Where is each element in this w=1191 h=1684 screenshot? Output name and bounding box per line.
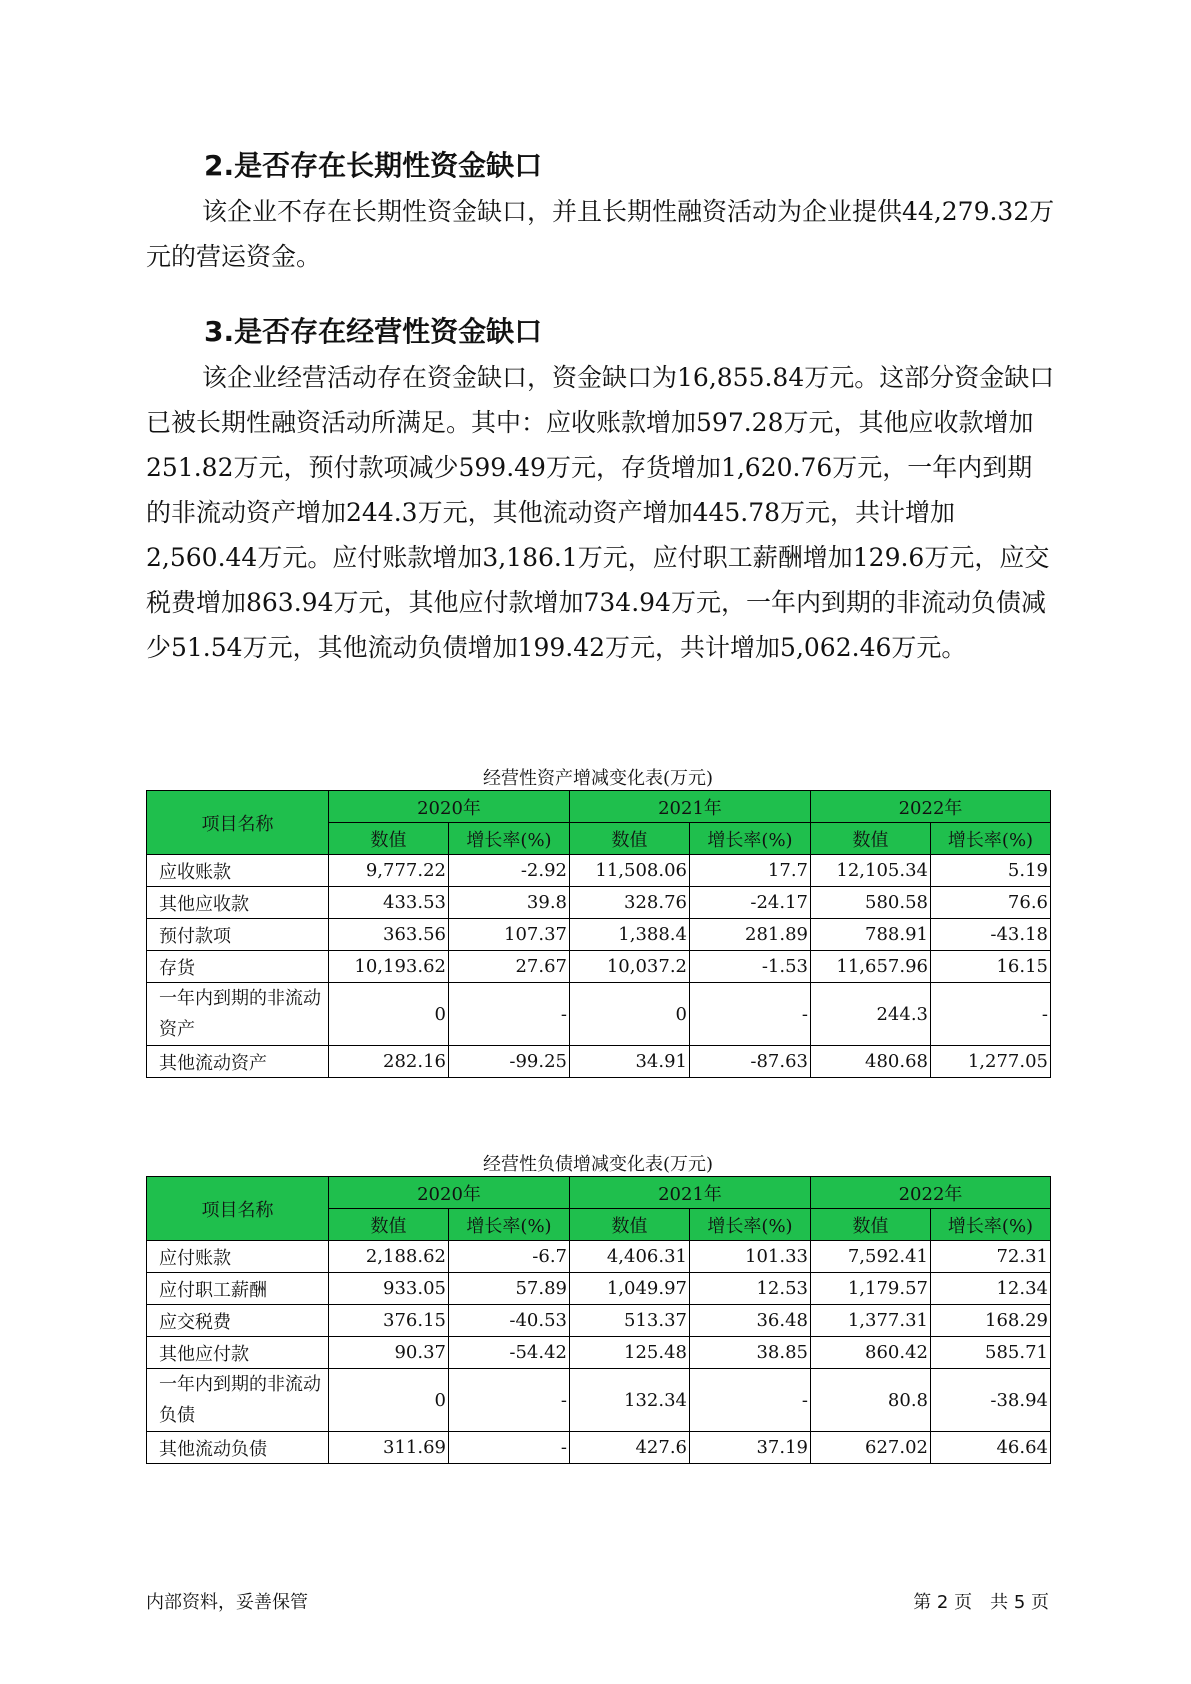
row-growth-cell: 37.19 <box>690 1432 811 1464</box>
row-value-cell: 860.42 <box>811 1337 931 1369</box>
liability-table <box>146 1176 1051 1464</box>
row-growth-cell: -2.92 <box>449 855 570 887</box>
row-growth-cell: - <box>449 1432 570 1464</box>
header-year-2022: 2022年 <box>811 1177 1051 1209</box>
row-value-cell: 11,508.06 <box>570 855 690 887</box>
header-item-name: 项目名称 <box>147 791 329 855</box>
row-value-cell: 9,777.22 <box>329 855 449 887</box>
asset-table-caption: 经营性资产增减变化表(万元) <box>482 768 714 789</box>
header-year-2022: 2022年 <box>811 791 1051 823</box>
row-growth-cell: 168.29 <box>931 1305 1051 1337</box>
row-growth-cell: -1.53 <box>690 951 811 983</box>
row-growth-cell: - <box>449 983 570 1046</box>
header-year-2021: 2021年 <box>570 791 811 823</box>
header-value: 数值 <box>570 1209 690 1241</box>
row-value-cell: 788.91 <box>811 919 931 951</box>
header-growth: 增长率(%) <box>449 1209 570 1241</box>
row-value-cell: 132.34 <box>570 1369 690 1432</box>
row-growth-cell: 27.67 <box>449 951 570 983</box>
row-value-cell: 90.37 <box>329 1337 449 1369</box>
row-value-cell: 328.76 <box>570 887 690 919</box>
row-growth-cell: -43.18 <box>931 919 1051 951</box>
table-row <box>147 855 1051 887</box>
row-value-cell: 376.15 <box>329 1305 449 1337</box>
row-growth-cell: 17.7 <box>690 855 811 887</box>
row-growth-cell: 38.85 <box>690 1337 811 1369</box>
table-row <box>147 1305 1051 1337</box>
row-growth-cell: 76.6 <box>931 887 1051 919</box>
row-value-cell: 580.58 <box>811 887 931 919</box>
row-growth-cell: 281.89 <box>690 919 811 951</box>
row-growth-cell: 12.53 <box>690 1273 811 1305</box>
row-item-name: 其他流动负债 <box>147 1432 329 1464</box>
row-value-cell: 7,592.41 <box>811 1241 931 1273</box>
row-value-cell: 627.02 <box>811 1432 931 1464</box>
section-3-paragraph: 该企业经营活动存在资金缺口，资金缺口为16,855.84万元。这部分资金缺口已被长期性融资活动所满足。其中：应收账款增加597.28万元，其他应收款增加251.82万元，预付款项减少599.49万元，存货增加1,620.76万元，一年内到期的非流动资产增加244.3万元，其他流动资产增加445.78万元，共计增加2,560.44万元。应付账款增加3,186.1万元，应付职工薪酬增加129.6万元，应交税费增加863.94万元，其他应付款增加734.94万元，一年内到期的非流动负债减少51.54万元，其他流动负债增加199.42万元，共计增加5,062.46万元。 <box>146 363 1055 662</box>
header-value: 数值 <box>329 823 449 855</box>
row-growth-cell: 1,277.05 <box>931 1046 1051 1078</box>
row-growth-cell: -54.42 <box>449 1337 570 1369</box>
row-value-cell: 0 <box>570 983 690 1046</box>
footer-confidential-note: 内部资料，妥善保管 <box>146 1592 308 1613</box>
header-value: 数值 <box>811 1209 931 1241</box>
row-growth-cell: -87.63 <box>690 1046 811 1078</box>
row-item-name: 应付账款 <box>147 1241 329 1273</box>
row-value-cell: 2,188.62 <box>329 1241 449 1273</box>
header-value: 数值 <box>570 823 690 855</box>
row-value-cell: 125.48 <box>570 1337 690 1369</box>
row-item-name: 一年内到期的非流动负债 <box>147 1369 329 1432</box>
table-row <box>147 983 1051 1046</box>
row-item-name: 应收账款 <box>147 855 329 887</box>
row-growth-cell: 72.31 <box>931 1241 1051 1273</box>
row-growth-cell: -24.17 <box>690 887 811 919</box>
row-growth-cell: 57.89 <box>449 1273 570 1305</box>
row-growth-cell: 39.8 <box>449 887 570 919</box>
row-value-cell: 10,037.2 <box>570 951 690 983</box>
row-value-cell: 311.69 <box>329 1432 449 1464</box>
header-growth: 增长率(%) <box>690 823 811 855</box>
row-item-name: 其他应付款 <box>147 1337 329 1369</box>
row-growth-cell: 101.33 <box>690 1241 811 1273</box>
table-row <box>147 1241 1051 1273</box>
table-row <box>147 1046 1051 1078</box>
table-row <box>147 1432 1051 1464</box>
row-growth-cell: 5.19 <box>931 855 1051 887</box>
row-item-name: 预付款项 <box>147 919 329 951</box>
row-value-cell: 1,377.31 <box>811 1305 931 1337</box>
table-row <box>147 1369 1051 1432</box>
row-growth-cell: 12.34 <box>931 1273 1051 1305</box>
row-item-name: 其他流动资产 <box>147 1046 329 1078</box>
row-value-cell: 244.3 <box>811 983 931 1046</box>
row-growth-cell: 46.64 <box>931 1432 1051 1464</box>
row-value-cell: 933.05 <box>329 1273 449 1305</box>
row-value-cell: 12,105.34 <box>811 855 931 887</box>
section-2-paragraph: 该企业不存在长期性资金缺口，并且长期性融资活动为企业提供44,279.32万元的营运资金。 <box>146 197 1055 271</box>
row-value-cell: 1,179.57 <box>811 1273 931 1305</box>
row-value-cell: 513.37 <box>570 1305 690 1337</box>
row-item-name: 一年内到期的非流动资产 <box>147 983 329 1046</box>
row-value-cell: 34.91 <box>570 1046 690 1078</box>
header-item-name: 项目名称 <box>147 1177 329 1241</box>
header-growth: 增长率(%) <box>449 823 570 855</box>
row-value-cell: 282.16 <box>329 1046 449 1078</box>
row-value-cell: 0 <box>329 983 449 1046</box>
row-growth-cell: -6.7 <box>449 1241 570 1273</box>
row-growth-cell: 107.37 <box>449 919 570 951</box>
row-value-cell: 433.53 <box>329 887 449 919</box>
row-value-cell: 0 <box>329 1369 449 1432</box>
table-row <box>147 1273 1051 1305</box>
row-item-name: 存货 <box>147 951 329 983</box>
row-value-cell: 1,049.97 <box>570 1273 690 1305</box>
table-row <box>147 887 1051 919</box>
table-row <box>147 919 1051 951</box>
footer-page-number: 第 2 页 共 5 页 <box>913 1592 1049 1613</box>
header-value: 数值 <box>811 823 931 855</box>
row-value-cell: 480.68 <box>811 1046 931 1078</box>
row-growth-cell: - <box>931 983 1051 1046</box>
row-growth-cell: - <box>690 983 811 1046</box>
row-growth-cell: - <box>449 1369 570 1432</box>
header-growth: 增长率(%) <box>931 823 1051 855</box>
row-growth-cell: -99.25 <box>449 1046 570 1078</box>
row-growth-cell: -38.94 <box>931 1369 1051 1432</box>
table-row <box>147 951 1051 983</box>
row-value-cell: 10,193.62 <box>329 951 449 983</box>
liability-table-caption: 经营性负债增减变化表(万元) <box>482 1154 714 1175</box>
row-growth-cell: - <box>690 1369 811 1432</box>
row-item-name: 应付职工薪酬 <box>147 1273 329 1305</box>
asset-table <box>146 790 1051 1078</box>
section-2-heading: 2.是否存在长期性资金缺口 <box>204 149 543 182</box>
row-value-cell: 427.6 <box>570 1432 690 1464</box>
row-value-cell: 4,406.31 <box>570 1241 690 1273</box>
section-3-heading: 3.是否存在经营性资金缺口 <box>204 315 543 348</box>
row-value-cell: 80.8 <box>811 1369 931 1432</box>
table-row <box>147 1337 1051 1369</box>
row-growth-cell: 36.48 <box>690 1305 811 1337</box>
header-year-2020: 2020年 <box>329 1177 570 1209</box>
header-growth: 增长率(%) <box>690 1209 811 1241</box>
header-growth: 增长率(%) <box>931 1209 1051 1241</box>
header-value: 数值 <box>329 1209 449 1241</box>
row-item-name: 应交税费 <box>147 1305 329 1337</box>
row-value-cell: 1,388.4 <box>570 919 690 951</box>
row-growth-cell: -40.53 <box>449 1305 570 1337</box>
row-growth-cell: 585.71 <box>931 1337 1051 1369</box>
row-value-cell: 11,657.96 <box>811 951 931 983</box>
row-value-cell: 363.56 <box>329 919 449 951</box>
row-item-name: 其他应收款 <box>147 887 329 919</box>
header-year-2020: 2020年 <box>329 791 570 823</box>
row-growth-cell: 16.15 <box>931 951 1051 983</box>
header-year-2021: 2021年 <box>570 1177 811 1209</box>
